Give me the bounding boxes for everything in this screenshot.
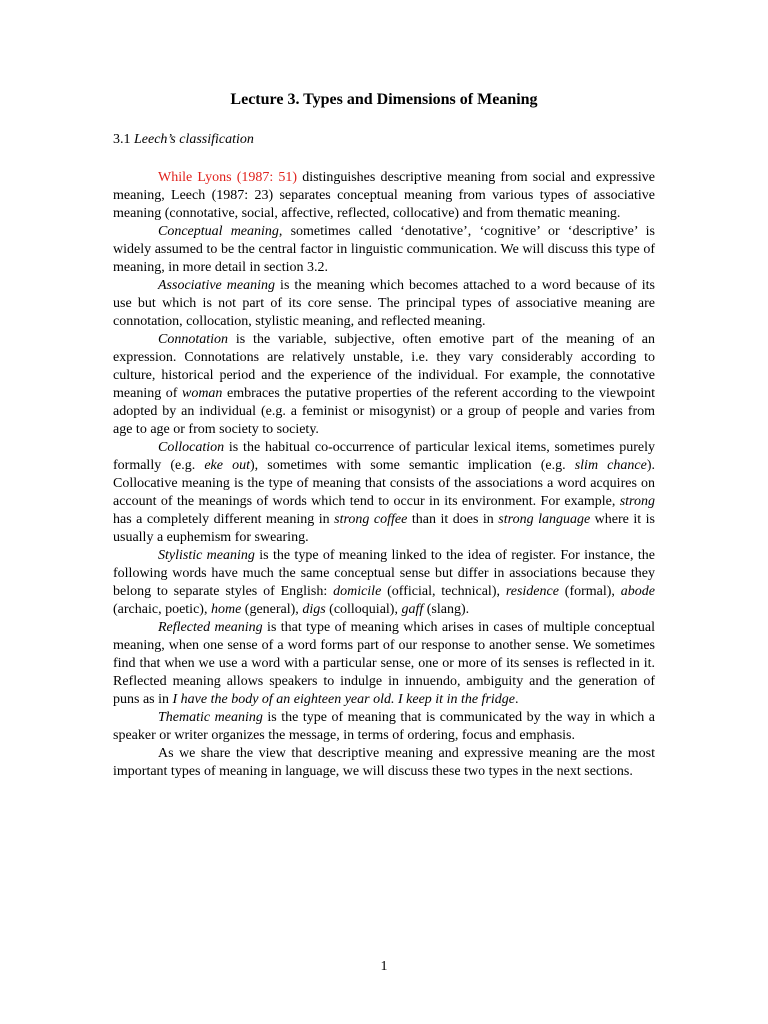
paragraph-conceptual-meaning	[113, 223, 655, 277]
paragraph-text: distinguishes descriptive meaning from social and expressive meaning, Leech (1987: 23) separates conceptual meaning from various types of associative meaning (connotative, social, affective, reflected, collocative) and from thematic meaning.	[113, 170, 655, 221]
example-word: domicile	[333, 584, 382, 599]
term-connotation: Connotation	[158, 332, 229, 347]
example-sentence: I have the body of an eighteen year old. I keep it in the fridge	[172, 692, 516, 707]
section-title: Leech’s classification	[134, 132, 254, 147]
paragraph-text: ), sometimes with some semantic implication (e.g.	[249, 458, 575, 473]
paragraph-text: ). Collocative meaning is the type of meaning that consists of the associations a word acquires on account of the meanings of words which tend to occur in its environment. For example,	[113, 458, 655, 509]
paragraph-text: (official, technical),	[381, 584, 506, 599]
paragraph-text: is the type of meaning linked to the idea of register. For instance, the following words have much the same conceptual sense but differ in associations because they belong to separate styles of English:	[113, 548, 655, 599]
paragraph-text: .	[515, 692, 519, 707]
paragraph-stylistic-meaning	[113, 547, 655, 619]
example-word: gaff	[401, 602, 424, 617]
section-heading	[113, 131, 655, 149]
paragraph-thematic-meaning	[113, 709, 655, 745]
paragraph-connotation	[113, 331, 655, 439]
paragraph-conclusion	[113, 745, 655, 781]
term-reflected-meaning: Reflected meaning	[158, 620, 263, 635]
paragraph-text: is the habitual co-occurrence of particular lexical items, sometimes purely formally (e.g.	[113, 440, 655, 473]
example-word: eke out	[204, 458, 250, 473]
example-word: strong	[619, 494, 655, 509]
example-word: abode	[620, 584, 655, 599]
term-stylistic-meaning: Stylistic meaning	[158, 548, 255, 563]
paragraph-text: (slang).	[423, 602, 470, 617]
paragraph-text: is the meaning which becomes attached to a word because of its use but which is not part of its core sense. The principal types of associative meaning are connotation, collocation, stylistic meaning, and reflected meaning.	[113, 278, 655, 329]
paragraph-text: (general),	[241, 602, 303, 617]
term-conceptual-meaning: Conceptual meaning	[158, 224, 279, 239]
paragraph-text: (colloquial),	[325, 602, 402, 617]
paragraph-text: where it is usually a euphemism for swearing.	[113, 512, 655, 545]
term-collocation: Collocation	[158, 440, 225, 455]
example-word: slim chance	[574, 458, 647, 473]
paragraph-text: (archaic, poetic),	[113, 602, 211, 617]
paragraph-intro	[113, 169, 655, 223]
paragraph-text: embraces the putative properties of the referent according to the viewpoint adopted by an individual (e.g. a feminist or misogynist) or a group of people and varies from age to age or from society to society.	[113, 386, 656, 437]
paragraph-text: As we share the view that descriptive meaning and expressive meaning are the most important types of meaning in language, we will discuss these two types in the next sections.	[113, 746, 655, 779]
example-word: digs	[302, 602, 326, 617]
example-word: home	[210, 602, 242, 617]
term-thematic-meaning: Thematic meaning	[158, 710, 263, 725]
example-word: residence	[505, 584, 559, 599]
example-word: woman	[181, 386, 223, 401]
paragraph-text: than it does in	[407, 512, 499, 527]
paragraph-text: (formal),	[558, 584, 621, 599]
paragraph-text: is the variable, subjective, often emotive part of the meaning of an expression. Connotations are relatively unstable, i.e. they vary considerably according to culture, historical period and the experience of the individual. For example, the connotative meaning of	[113, 332, 655, 401]
citation-link[interactable]: While Lyons (1987: 51)	[158, 170, 298, 185]
example-word: strong coffee	[334, 512, 408, 527]
paragraph-text: is that type of meaning which arises in cases of multiple conceptual meaning, when one sense of a word forms part of our response to another sense. We sometimes find that when we use a word with a particular sense, one or more of its senses is reflected in it. Reflected meaning allows speakers to indulge in innuendo, ambiguity and the generation of puns as in	[113, 620, 655, 707]
term-associative-meaning: Associative meaning	[158, 278, 276, 293]
example-word: strong language	[498, 512, 591, 527]
paragraph-reflected-meaning	[113, 619, 655, 709]
page-title: Lecture 3. Types and Dimensions of Meaning	[230, 91, 538, 108]
section-number: 3.1	[113, 132, 131, 147]
paragraph-collocation	[113, 439, 655, 547]
paragraph-text: has a completely different meaning in	[113, 512, 335, 527]
page-number: 1	[380, 959, 388, 974]
paragraph-text: is the type of meaning that is communicated by the way in which a speaker or writer organizes the message, in terms of ordering, focus and emphasis.	[113, 710, 655, 743]
paragraph-associative-meaning	[113, 277, 655, 331]
paragraph-text: , sometimes called ‘denotative’, ‘cognitive’ or ‘descriptive’ is widely assumed to be the central factor in linguistic communication. We will discuss this type of meaning, in more detail in section 3.2.	[113, 224, 656, 275]
